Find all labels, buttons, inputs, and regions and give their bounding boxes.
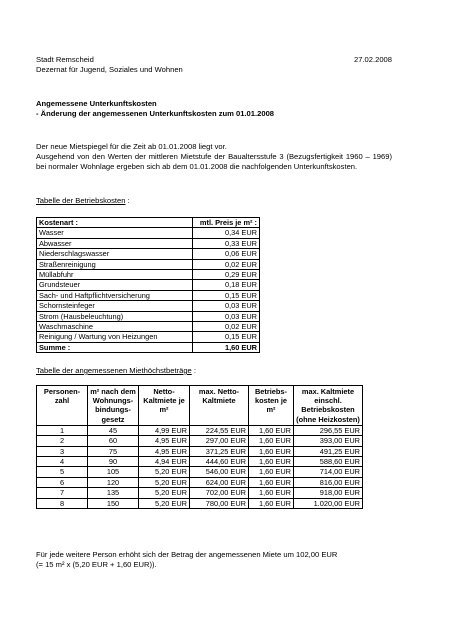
table-cell: 1,60 EUR	[249, 425, 294, 435]
rent-limits-caption-text: Tabelle der angemessenen Miethöchstbeträge	[36, 366, 192, 375]
table-cell: 296,55 EUR	[294, 425, 363, 435]
table-row	[37, 249, 260, 259]
table-row	[37, 488, 363, 498]
cost-type-cell: Sach- und Haftpflichtversicherung	[37, 290, 193, 300]
table-row	[37, 332, 260, 342]
table-cell: 4,95 EUR	[139, 446, 190, 456]
cost-type-cell: Abwasser	[37, 238, 193, 248]
price-cell: 0,15 EUR	[193, 332, 260, 342]
intro-paragraph-2: Ausgehend von den Werten der mittleren Mietstufe der Baualtersstufe 3 (Bezugsfertigkeit 1960 – 1969) bei normaler Wohnlage ergeben sich ab dem 01.01.2008 die nachfolgenden Unterkunftskosten.	[36, 151, 392, 171]
table-cell: 1,60 EUR	[249, 446, 294, 456]
title-line-2: - Änderung der angemessenen Unterkunftskosten zum 01.01.2008	[36, 108, 275, 118]
table-cell: 5	[37, 467, 88, 477]
footer-line-2: (= 15 m² x (5,20 EUR + 1,60 EUR)).	[36, 559, 157, 569]
table-row	[37, 446, 363, 456]
price-cell: 0,02 EUR	[193, 322, 260, 332]
table-cell: 371,25 EUR	[190, 446, 249, 456]
table-row	[37, 467, 363, 477]
rent-limits-caption-suffix: :	[191, 366, 197, 375]
table-cell: 1,60 EUR	[249, 477, 294, 487]
table-row	[37, 280, 260, 290]
table-cell: 150	[88, 498, 139, 508]
table-cell: 918,00 EUR	[294, 488, 363, 498]
table-cell: 3	[37, 446, 88, 456]
city-name: Stadt Remscheid	[36, 55, 94, 64]
table-cell: 6	[37, 477, 88, 487]
rent-limits-table	[36, 385, 363, 509]
table-cell: 393,00 EUR	[294, 436, 363, 446]
cost-type-cell: Schornsteinfeger	[37, 301, 193, 311]
table-cell: 1.020,00 EUR	[294, 498, 363, 508]
title-line-1: Angemessene Unterkunftskosten	[36, 99, 157, 108]
table-cell: 1	[37, 425, 88, 435]
intro-paragraph-1: Der neue Mietspiegel für die Zeit ab 01.01.2008 liegt vor.	[36, 142, 227, 151]
table-cell: 5,20 EUR	[139, 488, 190, 498]
column-header: m² nach dem Wohnungs- bindungs- gesetz	[88, 386, 139, 426]
table-row	[37, 436, 363, 446]
cost-type-cell: Müllabfuhr	[37, 270, 193, 280]
table-row	[37, 259, 260, 269]
table-cell: 90	[88, 457, 139, 467]
operating-costs-caption-suffix: :	[125, 196, 130, 205]
table-cell: 5,20 EUR	[139, 477, 190, 487]
table-cell: 714,00 EUR	[294, 467, 363, 477]
table-cell: 4,99 EUR	[139, 425, 190, 435]
price-cell: 0,03 EUR	[193, 311, 260, 321]
cost-type-cell: Niederschlagswasser	[37, 249, 193, 259]
cost-type-cell: Grundsteuer	[37, 280, 193, 290]
cost-type-cell: Straßenreinigung	[37, 259, 193, 269]
table-row	[37, 498, 363, 508]
table-cell: 120	[88, 477, 139, 487]
document-date: 27.02.2008	[353, 55, 392, 64]
column-header: Personen- zahl	[37, 386, 88, 426]
department-name: Dezernat für Jugend, Soziales und Wohnen	[36, 64, 183, 74]
table-cell: 2	[37, 436, 88, 446]
table-row	[37, 270, 260, 280]
price-cell: 0,02 EUR	[193, 259, 260, 269]
document-title	[36, 99, 274, 119]
table-cell: 1,60 EUR	[249, 436, 294, 446]
letter-header	[36, 55, 392, 75]
table-row	[37, 311, 260, 321]
rent-limits-caption	[36, 366, 196, 376]
column-header: mtl. Preis je m² :	[193, 218, 260, 228]
table-cell: 1,60 EUR	[249, 498, 294, 508]
table-cell: 624,00 EUR	[190, 477, 249, 487]
table-row	[37, 457, 363, 467]
table-cell: 702,00 EUR	[190, 488, 249, 498]
price-cell: 0,06 EUR	[193, 249, 260, 259]
table-row	[37, 301, 260, 311]
cost-type-cell: Strom (Hausbeleuchtung)	[37, 311, 193, 321]
total-row	[37, 342, 260, 352]
table-row	[37, 477, 363, 487]
price-cell: 0,15 EUR	[193, 290, 260, 300]
table-cell: 105	[88, 467, 139, 477]
table-cell: 491,25 EUR	[294, 446, 363, 456]
operating-costs-caption	[36, 196, 130, 206]
table-cell: 588,60 EUR	[294, 457, 363, 467]
table-row	[37, 425, 363, 435]
table-cell: 7	[37, 488, 88, 498]
operating-costs-table	[36, 217, 260, 353]
table-cell: 780,00 EUR	[190, 498, 249, 508]
table-cell: 1,60 EUR	[249, 467, 294, 477]
table-cell: 135	[88, 488, 139, 498]
footer-note	[36, 550, 392, 570]
table-cell: 75	[88, 446, 139, 456]
table-cell: 4,95 EUR	[139, 436, 190, 446]
table-header-row	[37, 218, 260, 228]
column-header: max. Netto- Kaltmiete	[190, 386, 249, 426]
table-cell: 1,60 EUR	[249, 457, 294, 467]
table-cell: 4,94 EUR	[139, 457, 190, 467]
table-cell: 4	[37, 457, 88, 467]
table-row	[37, 322, 260, 332]
table-row	[37, 290, 260, 300]
price-cell: 0,34 EUR	[193, 228, 260, 238]
table-row	[37, 238, 260, 248]
table-header-row	[37, 386, 363, 426]
table-cell: 8	[37, 498, 88, 508]
footer-line-1: Für jede weitere Person erhöht sich der Betrag der angemessenen Miete um 102,00 EUR	[36, 550, 338, 559]
price-cell: 0,03 EUR	[193, 301, 260, 311]
cost-type-cell: Wasser	[37, 228, 193, 238]
table-cell: 297,00 EUR	[190, 436, 249, 446]
table-cell: 444,60 EUR	[190, 457, 249, 467]
table-cell: 546,00 EUR	[190, 467, 249, 477]
table-cell: 45	[88, 425, 139, 435]
price-cell: 0,33 EUR	[193, 238, 260, 248]
column-header: Betriebs- kosten je m²	[249, 386, 294, 426]
intro-text	[36, 142, 392, 172]
total-value: 1,60 EUR	[193, 342, 260, 352]
total-label: Summe :	[37, 342, 193, 352]
table-cell: 5,20 EUR	[139, 498, 190, 508]
operating-costs-caption-text: Tabelle der Betriebskosten	[36, 196, 126, 205]
cost-type-cell: Waschmaschine	[37, 322, 193, 332]
table-cell: 1,60 EUR	[249, 488, 294, 498]
column-header: Netto- Kaltmiete je m²	[139, 386, 190, 426]
table-cell: 60	[88, 436, 139, 446]
price-cell: 0,29 EUR	[193, 270, 260, 280]
table-cell: 816,00 EUR	[294, 477, 363, 487]
price-cell: 0,18 EUR	[193, 280, 260, 290]
cost-type-cell: Reinigung / Wartung von Heizungen	[37, 332, 193, 342]
table-cell: 5,20 EUR	[139, 467, 190, 477]
table-row	[37, 228, 260, 238]
column-header: max. Kaltmiete einschl. Betriebskosten (ohne Heizkosten)	[294, 386, 363, 426]
table-cell: 224,55 EUR	[190, 425, 249, 435]
column-header: Kostenart :	[37, 218, 193, 228]
